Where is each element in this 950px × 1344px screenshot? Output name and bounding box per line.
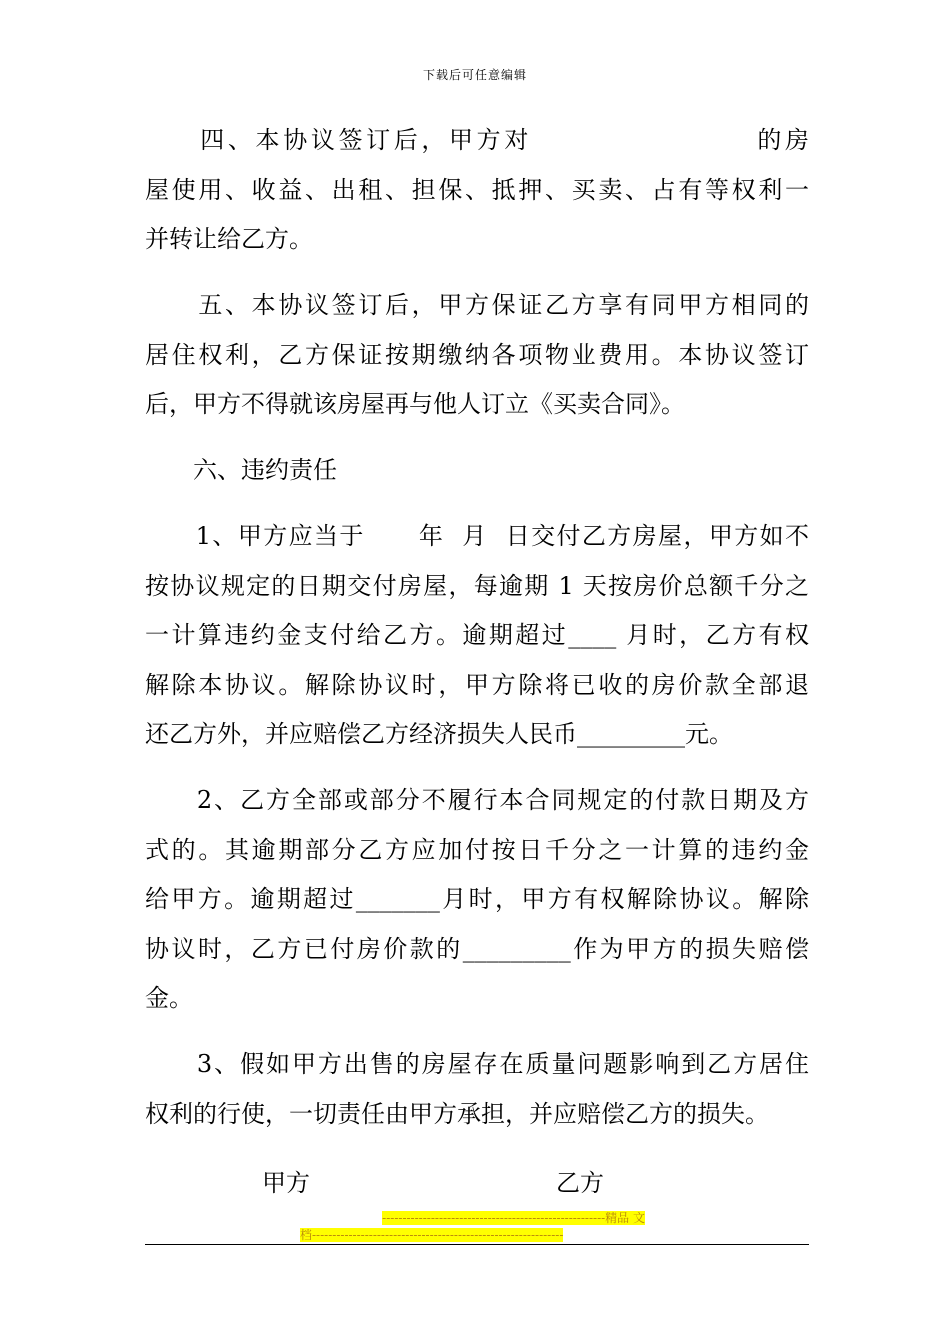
clause-6-heading bbox=[145, 446, 809, 496]
text-line: 还乙方外，并应赔偿乙方经济损失人民币_________元。 bbox=[145, 720, 733, 748]
text-line: 并转让给乙方。 bbox=[145, 225, 313, 253]
text-line: 式的。其逾期部分乙方应加付按日千分之一计算的违约金 bbox=[145, 835, 809, 864]
text-line: 解除本协议。解除协议时，甲方除将已收的房价款全部退 bbox=[145, 670, 809, 699]
clause-6-item-1 bbox=[145, 512, 809, 760]
clause-5-paragraph bbox=[145, 281, 809, 430]
text-line: 一计算违约金支付给乙方。逾期超过____ 月时，乙方有权 bbox=[145, 621, 809, 649]
text-line: 后，甲方不得就该房屋再与他人订立《买卖合同》。 bbox=[145, 390, 685, 418]
text-line: 给甲方。逾期超过_______月时，甲方有权解除协议。解除 bbox=[145, 885, 809, 913]
footer-line-1: -------------------------------------------------------精品 文 bbox=[382, 1211, 645, 1225]
text-line: 屋使用、收益、出租、担保、抵押、买卖、占有等权利一 bbox=[145, 175, 809, 204]
text-line: 居住权利，乙方保证按期缴纳各项物业费用。本协议签订 bbox=[145, 340, 809, 369]
text-line: 1、甲方应当于 年 月 日交付乙方房屋，甲方如不 bbox=[145, 522, 809, 550]
text-line: 3、假如甲方出售的房屋存在质量问题影响到乙方居住 bbox=[145, 1050, 809, 1078]
footer-line-2: 档-------------------------------------------------------------- bbox=[300, 1228, 564, 1242]
clause-6-item-2 bbox=[145, 776, 809, 1024]
text-line: 协议时，乙方已付房价款的_________作为甲方的损失赔偿 bbox=[145, 934, 809, 963]
text-line: 权利的行使，一切责任由甲方承担，并应赔偿乙方的损失。 bbox=[145, 1099, 769, 1128]
footer-divider bbox=[145, 1244, 809, 1245]
text-line: 四、本协议签订后，甲方对 的房 bbox=[145, 126, 809, 154]
text-line: 六、违约责任 bbox=[145, 456, 337, 484]
text-line: 金。 bbox=[145, 984, 193, 1012]
text-line: 按协议规定的日期交付房屋，每逾期 1 天按房价总额千分之 bbox=[145, 571, 809, 600]
text-line: 2、乙方全部或部分不履行本合同规定的付款日期及方 bbox=[145, 786, 809, 814]
footer-watermark bbox=[300, 1210, 645, 1244]
clause-6-item-3 bbox=[145, 1040, 809, 1139]
text-line: 五、本协议签订后，甲方保证乙方享有同甲方相同的 bbox=[145, 291, 809, 319]
clause-4-paragraph bbox=[145, 116, 809, 265]
signature-party-a: 甲方 bbox=[262, 1169, 310, 1197]
page-header-note: 下载后可任意编辑 bbox=[422, 68, 527, 82]
signature-party-b: 乙方 bbox=[556, 1169, 604, 1197]
